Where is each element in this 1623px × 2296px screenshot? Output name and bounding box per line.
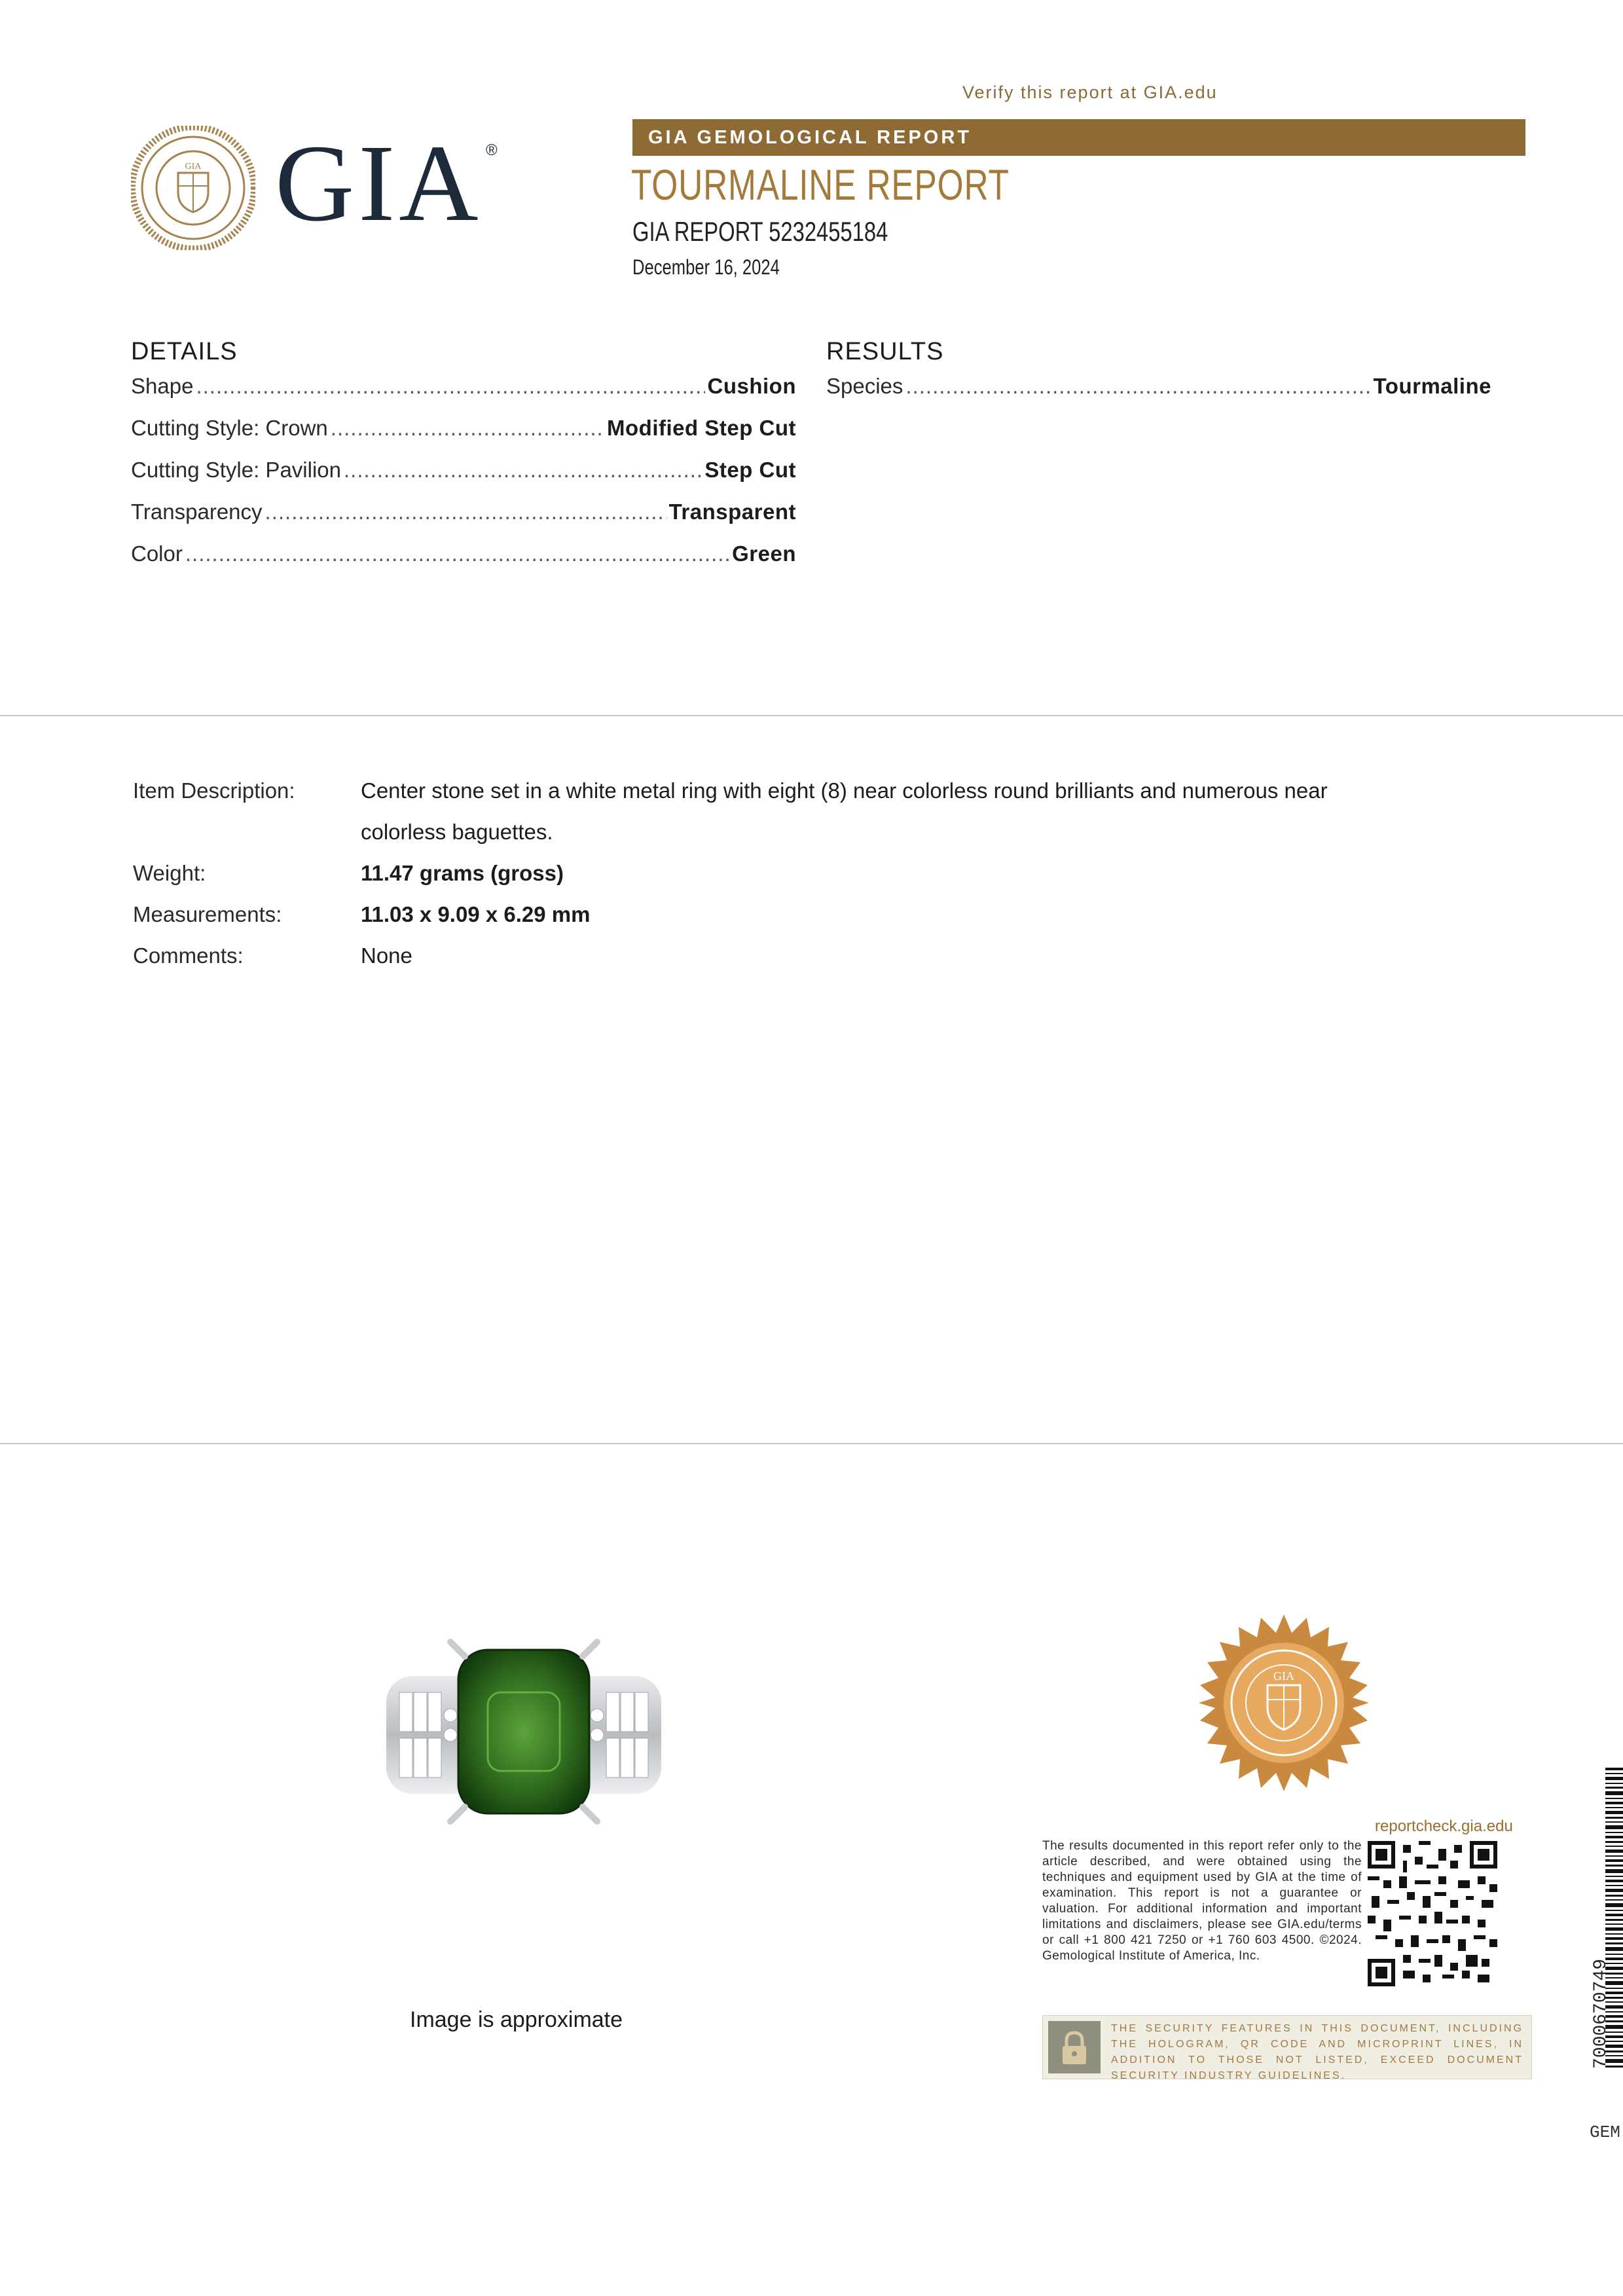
details-value: Transparent	[668, 500, 796, 524]
item-label: Item Description:	[133, 778, 295, 803]
item-label: Measurements:	[133, 902, 282, 926]
item-row-comments	[133, 935, 1482, 976]
section-divider	[0, 1443, 1623, 1444]
results-heading: RESULTS	[826, 338, 944, 365]
gia-wordmark: GIA	[275, 122, 483, 244]
item-row-measurements	[133, 894, 1482, 935]
document-serial-number: 7000670749	[1591, 1958, 1611, 2069]
details-label: Shape	[131, 374, 194, 398]
gia-gold-seal-icon	[1195, 1614, 1372, 1791]
item-value: None	[361, 943, 412, 968]
item-value: Center stone set in a white metal ring with eight (8) near colorless round brilliants and numerous near colorless baguettes.	[361, 778, 1328, 844]
item-row-description	[133, 770, 1482, 852]
leader-dots	[196, 374, 704, 399]
details-row-crown	[131, 416, 796, 458]
details-section	[131, 338, 796, 583]
details-heading: DETAILS	[131, 338, 238, 365]
gia-seal-logo-icon	[131, 126, 255, 250]
report-date: December 16, 2024	[632, 255, 780, 279]
report-type-bar	[632, 119, 1525, 156]
leader-dots	[331, 416, 604, 441]
image-caption: Image is approximate	[410, 2007, 623, 2032]
details-row-shape	[131, 374, 796, 416]
reportcheck-link[interactable]: reportcheck.gia.edu	[1375, 1817, 1513, 1835]
results-row-species	[826, 374, 1491, 416]
leader-dots	[344, 458, 702, 483]
report-type-label: GIA GEMOLOGICAL REPORT	[648, 127, 972, 148]
details-value: Step Cut	[704, 458, 796, 482]
security-text: THE SECURITY FEATURES IN THIS DOCUMENT, INCLUDING THE HOLOGRAM, QR CODE AND MICROPRINT LINES, IN ADDITION TO THOSE NOT LISTED, EXCEED DOCUMENT SECURITY INDUSTRY GUIDELINES.	[1111, 2023, 1523, 2081]
seal-gia-text: GIA	[185, 162, 202, 172]
seal-gia-text: GIA	[1273, 1669, 1294, 1683]
results-section	[826, 338, 1491, 416]
report-number: GIA REPORT 5232455184	[632, 216, 888, 247]
lock-icon	[1048, 2021, 1101, 2073]
section-divider	[0, 715, 1623, 716]
security-notice	[1042, 2015, 1532, 2079]
details-label: Color	[131, 541, 183, 566]
gem-tag: GEM	[1590, 2123, 1620, 2142]
item-value: 11.03 x 9.09 x 6.29 mm	[361, 902, 591, 926]
results-label: Species	[826, 374, 903, 398]
details-row-color	[131, 541, 796, 583]
verify-link[interactable]: Verify this report at GIA.edu	[962, 82, 1218, 102]
item-label: Weight:	[133, 861, 206, 885]
details-row-transparency	[131, 500, 796, 541]
item-label: Comments:	[133, 943, 244, 968]
item-value: 11.47 grams (gross)	[361, 861, 564, 885]
leader-dots	[905, 374, 1370, 399]
details-value: Green	[732, 541, 796, 566]
details-value: Cushion	[707, 374, 796, 398]
details-value: Modified Step Cut	[607, 416, 796, 440]
details-label: Cutting Style: Crown	[131, 416, 328, 440]
details-label: Cutting Style: Pavilion	[131, 458, 341, 482]
details-row-pavilion	[131, 458, 796, 500]
item-row-weight	[133, 852, 1482, 894]
qr-code-icon[interactable]	[1367, 1841, 1498, 1986]
details-label: Transparency	[131, 500, 263, 524]
registered-mark: ®	[486, 141, 498, 159]
leader-dots	[185, 541, 729, 566]
report-title: TOURMALINE REPORT	[631, 160, 1010, 209]
results-value: Tourmaline	[1373, 374, 1491, 398]
disclaimer-text: The results documented in this report refer only to the article described, and were obtained using the techniques and equipment used by GIA at the time of examination. This report is not a guarantee or valuation. For additional information and important limitations and disclaimers, please see GIA.edu/terms or call +1 800 421 7250 or +1 760 603 4500. ©2024. Gemological Institute of America, Inc.	[1042, 1839, 1362, 1963]
ring-photo	[373, 1630, 674, 1840]
item-description-section	[133, 770, 1482, 976]
leader-dots	[265, 500, 666, 524]
